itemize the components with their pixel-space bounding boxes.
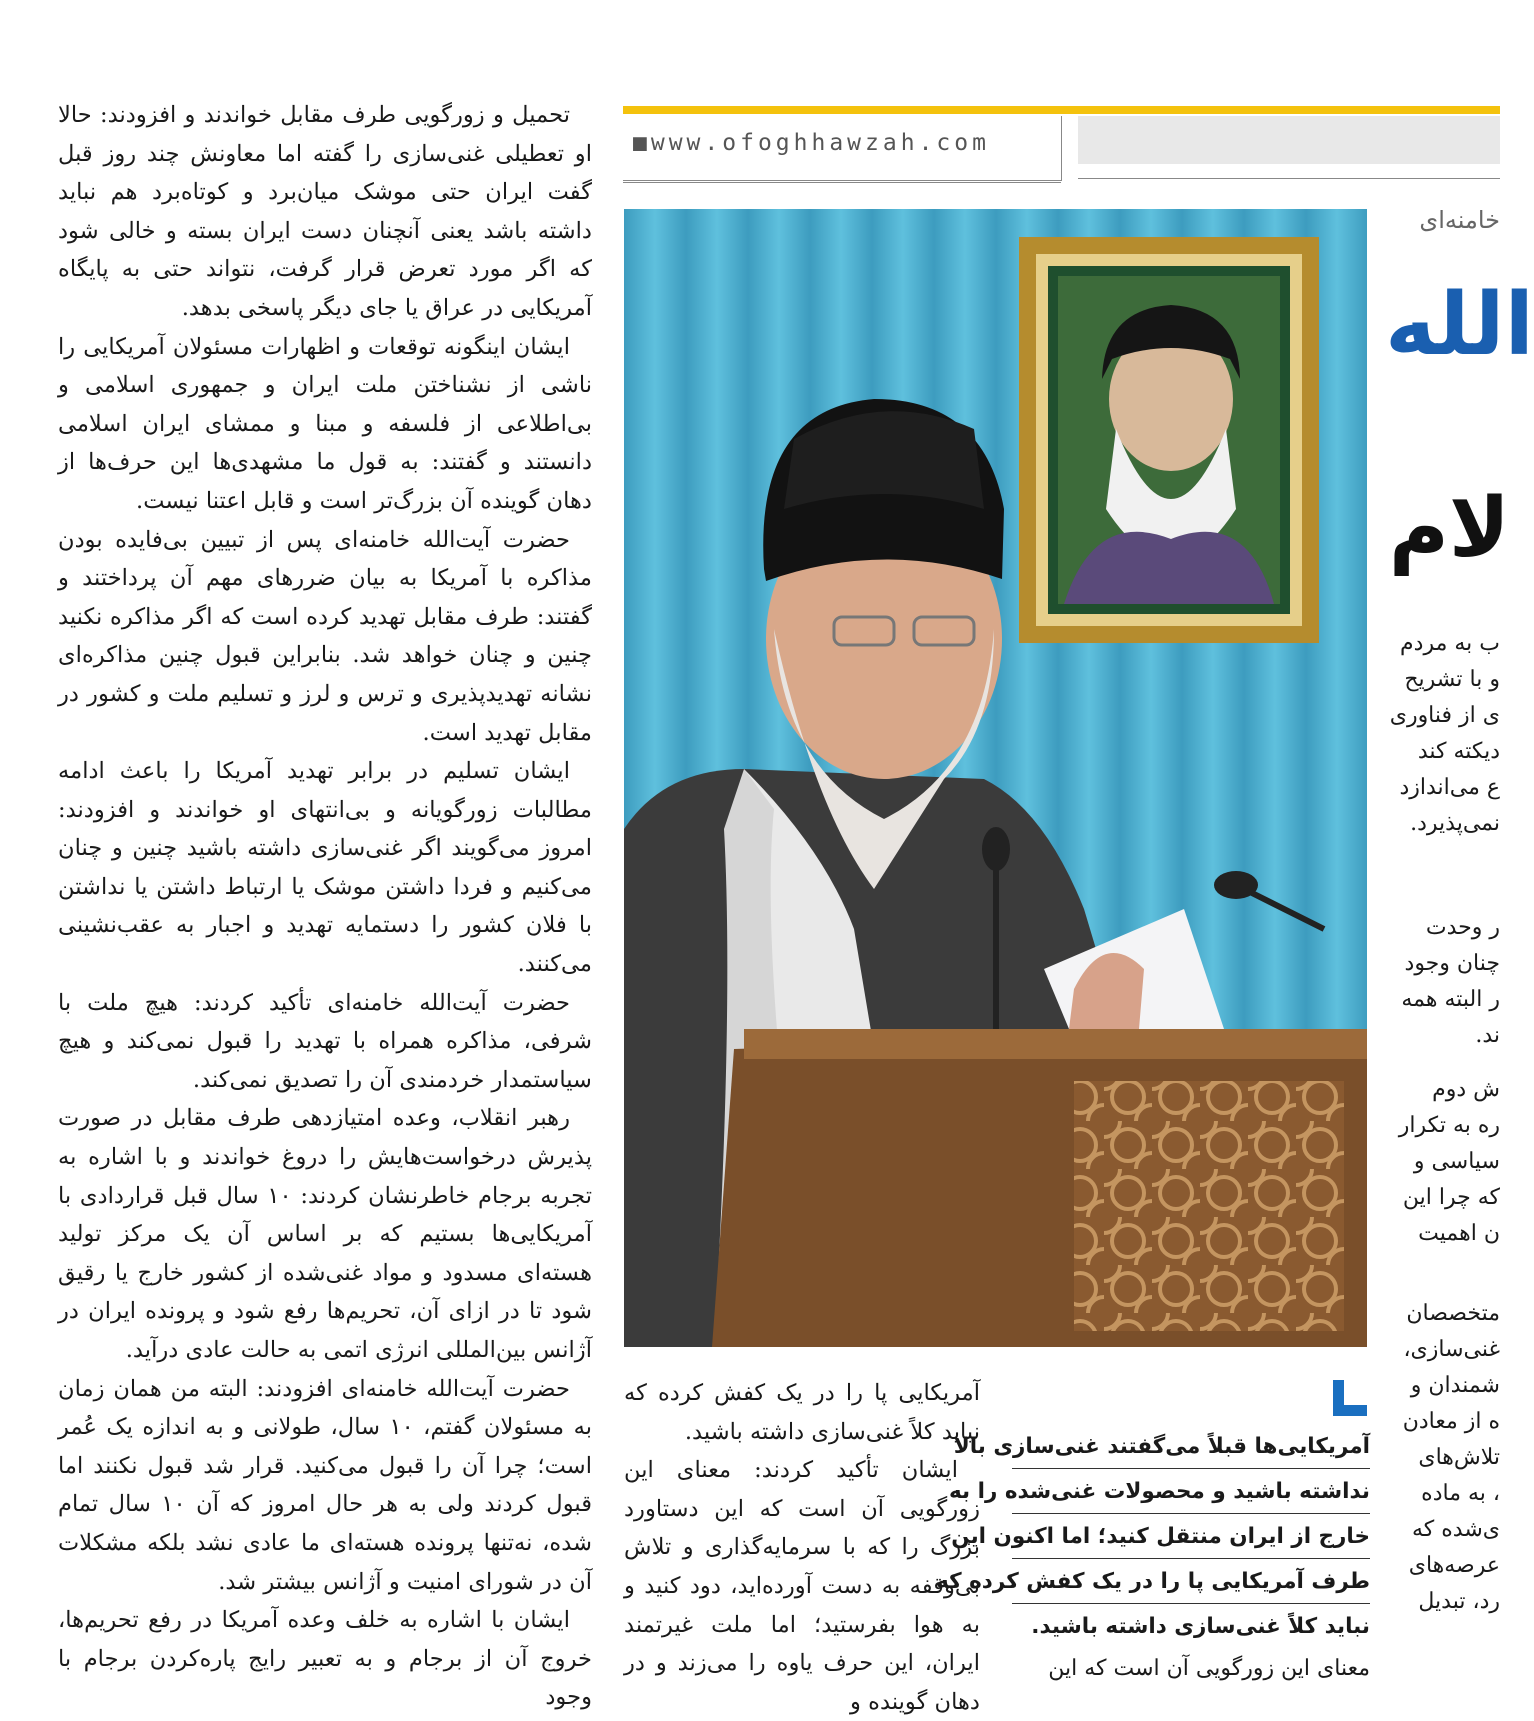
pull-quote-line: خارج از ایران منتقل کنید؛ اما اکنون این <box>1012 1514 1370 1559</box>
text-line: رد، تبدیل <box>1418 1589 1500 1614</box>
pull-quote-line: نباید کلاً غنی‌سازی داشته باشید. <box>1031 1614 1370 1639</box>
pull-quote-line: نداشته باشید و محصولات غنی‌شده را به <box>1012 1469 1370 1514</box>
paragraph: رهبر انقلاب، وعده امتیازدهی طرف مقابل در صورت پذیرش درخواست‌هایش را دروغ خواندند و با اشاره به تجربه برجام خاطرنشان کردند: ۱۰ سال قبل قراردادی با آمریکایی‌ها بستیم که بر اساس آن یک مرکز تولید هسته‌ای مسدود و مواد غنی‌شده از کشور خارج یا رقیق شود تا در ازای آن، تحریم‌ها رفع شود و پرونده ایران در آژانس بین‌المللی انرژی اتمی به حالت عادی درآید. <box>58 1105 593 1363</box>
speaker-photo-illustration <box>624 209 1367 1347</box>
text-line: ر وحدت <box>1425 915 1500 940</box>
paragraph: ایشان تسلیم در برابر تهدید آمریکا را باعث ادامه مطالبات زورگویانه و بی‌انتهای او خواندند و افزودند: امروز می‌گویند اگر غنی‌سازی داشته باشید چنین و چنان می‌کنیم و فردا داشتن موشک یا ارتباط داشتن یا نداشتن با فلان کشور را دستمایه تهدید و اجبار به عقب‌نشینی می‌کنند. <box>58 758 592 978</box>
paragraph: حضرت آیت‌الله خامنه‌ای پس از تبیین بی‌فایده بودن مذاکره با آمریکا به بیان ضررهای مهم آن پرداختند و گفتند: طرف مقابل تهدید کرده است که اگر مذاکره نکنید چنین و چنان خواهد شد. بنابراین قبول چنین مذاکره‌ای نشانه تهدیدپذیری و ترس و لرز و تسلیم ملت و کشور در مقابل تهدید است. <box>58 526 592 746</box>
pull-quote-line: طرف آمریکایی پا را در یک کفش کرده که <box>1012 1559 1370 1604</box>
paragraph: حضرت آیت‌الله خامنه‌ای افزودند: البته من همان زمان به مسئولان گفتم، ۱۰ سال، طولانی و به اندازه یک عُمر است؛ چرا آن را قبول می‌کنید. قرار شد قبول نکنند اما قبول کردند ولی به هر حال امروز که آن ۱۰ سال تمام شده، نه‌تنها پرونده هسته‌ای ما عادی نشد بلکه مشکلات آن در شورای امنیت و آژانس بیشتر شد. <box>58 1375 592 1595</box>
text-line: سیاسی و <box>1413 1149 1500 1174</box>
text-line: ی از فناوری <box>1389 703 1500 728</box>
framed-portrait <box>1019 237 1319 643</box>
text-line: عرصه‌های <box>1408 1553 1500 1578</box>
article-column-left <box>58 96 593 1711</box>
paragraph: ایشان با اشاره به خلف وعده آمریکا در رفع تحریم‌ها، خروج آن از برجام و به تعبیر رایج پاره‌کردن برجام با وجود <box>58 1607 592 1711</box>
divider <box>623 182 1061 183</box>
text-line: ند. <box>1475 1023 1500 1048</box>
pull-quote-line: آمریکایی‌ها قبلاً می‌گفتند غنی‌سازی بالا <box>1012 1424 1370 1469</box>
paragraph: ایشان تأکید کردند: معنای این زورگویی آن است که این دستاورد بزرگ را که با سرمایه‌گذاری و تلاش بی‌وقفه به دست آورده‌اید، دود کنید و به هوا بفرستید؛ اما ملت غیرتمند ایران، این حرف یاوه را می‌زند و در دهان گوینده و <box>624 1457 980 1715</box>
text-line: و با تشریح <box>1404 667 1500 692</box>
pull-quote <box>936 1424 1370 1648</box>
quote-mark-icon <box>1333 1380 1367 1416</box>
paragraph: ایشان اینگونه توقعات و اظهارات مسئولان آمریکایی را ناشی از نشناختن ملت ایران و جمهوری اسلامی و بی‌اطلاعی از فلسفه و مبنا و ممشای ایران اسلامی دانستند و گفتند: به قول ما مشهدی‌ها این حرف‌ها از دهان گوینده آن بزرگ‌تر است و قابل اعتنا نیست. <box>58 333 592 514</box>
text-line: نمی‌پذیرد. <box>1410 811 1500 836</box>
website-url[interactable]: ■www.ofoghhawzah.com <box>633 130 990 156</box>
text-line: ه از معادن <box>1402 1409 1500 1434</box>
paragraph: حضرت آیت‌الله خامنه‌ای تأکید کردند: هیچ ملت با شرفی، مذاکره همراه با تهدید را قبول نمی‌کند و هیچ سیاستمدار خردمندی آن را تصدیق نمی‌کند. <box>58 989 592 1093</box>
article-column-center <box>624 1374 980 1715</box>
article-column-right <box>1384 0 1534 1664</box>
text-line: دیکته کند <box>1417 739 1500 764</box>
text-line: غنی‌سازی، <box>1403 1337 1500 1362</box>
text-line: تلاش‌های <box>1418 1445 1500 1470</box>
text-line: ، به ماده <box>1421 1481 1500 1506</box>
text-line: ع می‌اندازد <box>1399 775 1500 800</box>
text-line: ره به تکرار <box>1398 1113 1500 1138</box>
text-line: ی‌شده که <box>1412 1517 1500 1542</box>
text-line: که چرا این <box>1402 1185 1500 1210</box>
paragraph-continuation: معنای این زورگویی آن است که این <box>1048 1656 1370 1681</box>
text-line: متخصصان <box>1406 1301 1500 1326</box>
headline: الله <box>1384 275 1534 375</box>
text-line: ب به مردم <box>1400 631 1500 656</box>
text-line: ش دوم <box>1432 1077 1500 1102</box>
text-line: شمندان و <box>1410 1373 1500 1398</box>
kicker: خامنه‌ای <box>1419 206 1500 234</box>
text-line: چنان وجود <box>1404 951 1500 976</box>
paragraph: تحمیل و زورگویی طرف مقابل خواندند و افزودند: حالا او تعطیلی غنی‌سازی را گفته اما معاونش چند روز قبل گفت ایران حتی موشک میان‌برد و کوتاه‌برد هم نباید داشته باشد یعنی آنچنان دست ایران بسته و خالی شود که اگر مورد تعرض قرار گرفت، نتواند حتی به پایگاه آمریکایی در عراق یا جای دیگر پاسخی بدهد. <box>58 102 592 321</box>
website-box <box>623 116 1062 181</box>
article-photo <box>624 209 1367 1347</box>
headline: لام <box>1388 481 1510 576</box>
paragraph: آمریکایی پا را در یک کفش کرده که نباید کلاً غنی‌سازی داشته باشید. <box>624 1380 980 1445</box>
accent-band <box>623 106 1500 114</box>
text-line: ر البته همه <box>1401 987 1500 1012</box>
text-line: ن اهمیت <box>1418 1221 1500 1246</box>
